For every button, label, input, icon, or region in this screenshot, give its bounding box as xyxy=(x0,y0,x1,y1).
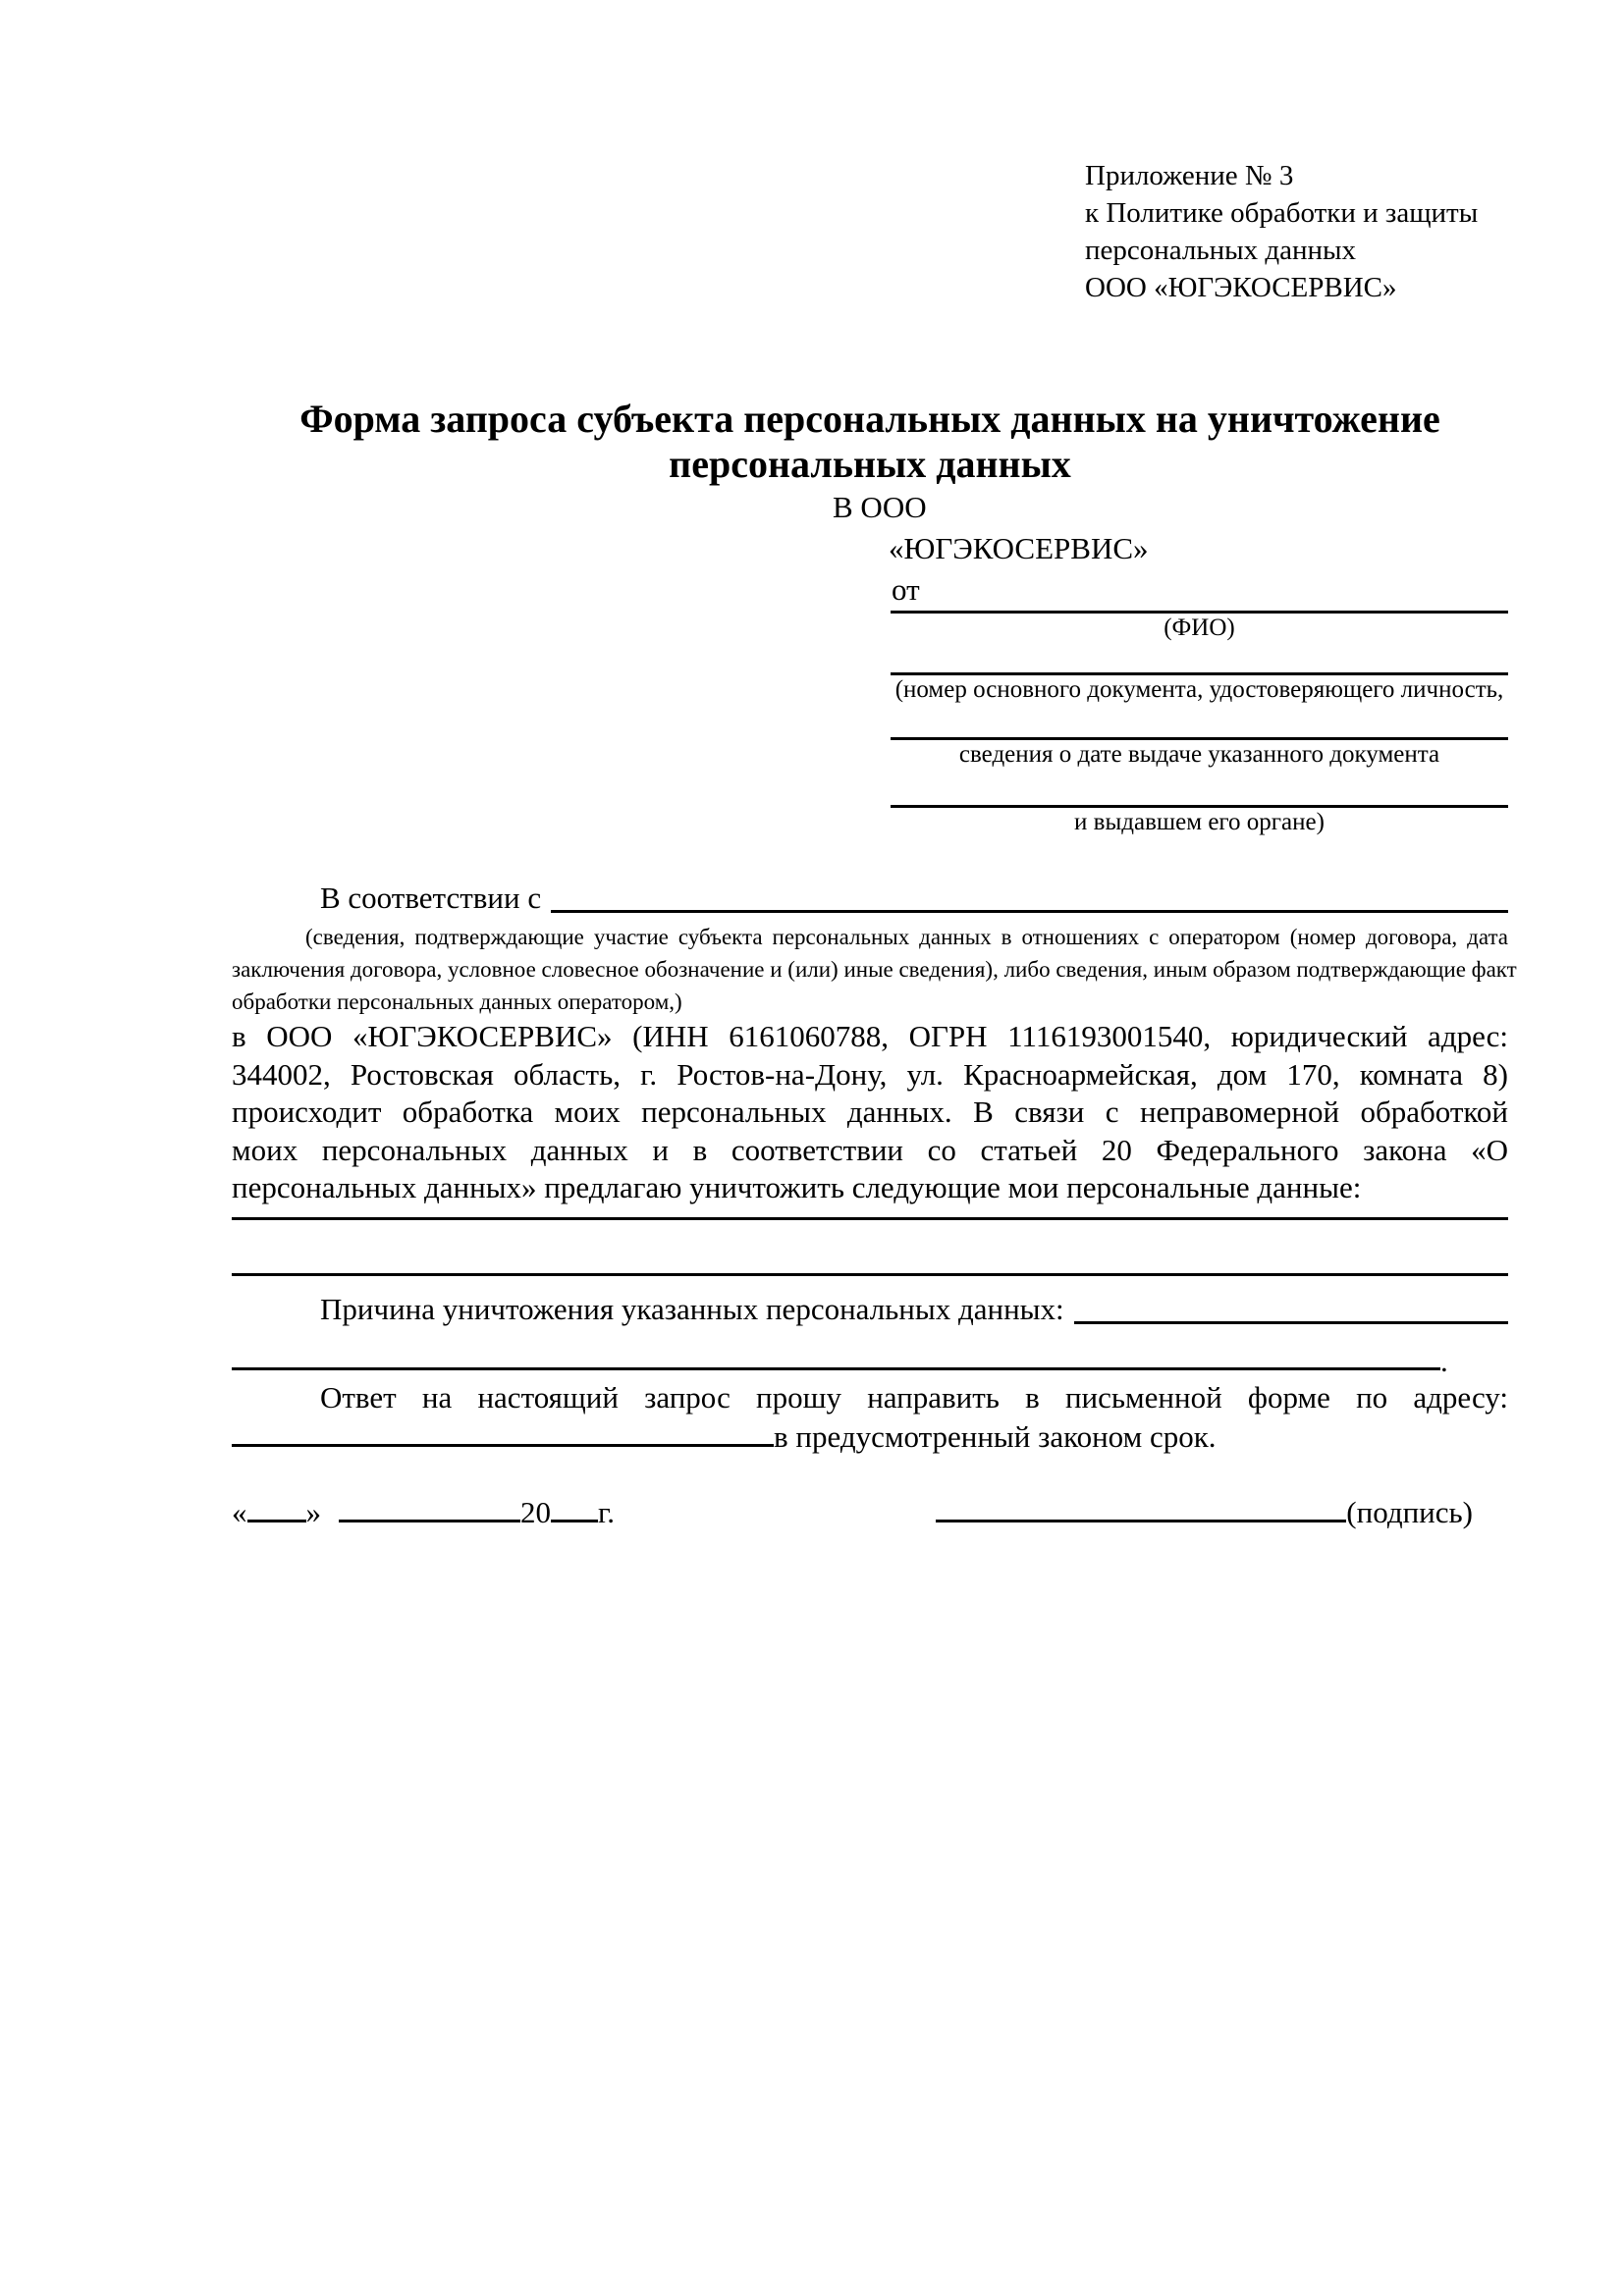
footnote xyxy=(232,921,1517,1018)
body-line: персональных данных» предлагаю уничтожить следующие мои персональные данные: xyxy=(232,1170,1362,1204)
footnote-line: обработки персональных данных оператором,) xyxy=(232,989,682,1014)
reply-address-row xyxy=(232,1417,1508,1457)
appendix-line: Приложение № 3 xyxy=(1085,160,1294,191)
date-part xyxy=(232,1492,615,1533)
document-issuer-caption: и выдавшем его органе) xyxy=(1074,809,1325,835)
sign-part xyxy=(936,1492,1473,1533)
reply-term-suffix: в предусмотренный законом срок. xyxy=(774,1418,1217,1454)
reason-row xyxy=(232,1290,1508,1329)
signature-row xyxy=(232,1492,1508,1533)
reason-underline-2-row xyxy=(232,1343,1508,1378)
field-fio xyxy=(891,611,1508,643)
date-quote-open: « xyxy=(232,1494,247,1529)
reply-address-underline xyxy=(232,1440,774,1447)
signature-underline xyxy=(936,1516,1346,1522)
body-line: 344002, Ростовская область, г. Ростов-на-Дону, ул. Красноармейская, дом 170, комната 8) xyxy=(232,1056,1508,1092)
addressee-org-name: «ЮГЭКОСЕРВИС» xyxy=(889,531,1149,565)
fio-caption: (ФИО) xyxy=(1164,614,1235,641)
appendix-header xyxy=(1085,157,1508,306)
reason-underline xyxy=(1074,1290,1508,1324)
field-document-issuer xyxy=(891,805,1508,837)
body-line: моих персональных данных и в соответствии со статьей 20 Федерального закона «О xyxy=(232,1132,1508,1167)
reason-label: Причина уничтожения указанных персональных данных: xyxy=(320,1291,1064,1326)
field-document-number xyxy=(891,672,1508,705)
footnote-line: (сведения, подтверждающие участие субъекта персональных данных в отношениях с оператором (номер договора, дата xyxy=(305,925,1508,949)
reason-period: . xyxy=(1440,1343,1448,1378)
body-line: происходит обработка моих персональных данных. В связи с неправомерной обработкой xyxy=(232,1095,1508,1129)
appendix-line: персональных данных xyxy=(1085,235,1357,266)
document-issue-date-caption: сведения о дате выдаче указанного документа xyxy=(958,741,1440,768)
date-month-underline xyxy=(339,1516,520,1522)
reason-underline-2 xyxy=(232,1367,1440,1370)
addressee-from-label: от xyxy=(892,572,920,607)
appendix-line: ООО «ЮГЭКОСЕРВИС» xyxy=(1085,272,1397,303)
reply-request-line: Ответ на настоящий запрос прошу направить в письменной форме по адресу: xyxy=(320,1379,1508,1415)
body-line: в ООО «ЮГЭКОСЕРВИС» (ИНН 6161060788, ОГРН 1116193001540, юридический адрес: xyxy=(232,1019,1508,1053)
accordance-underline xyxy=(551,879,1508,913)
addressee-org-intro: В ООО xyxy=(833,490,927,524)
document-number-caption: (номер основного документа, удостоверяющего личность, xyxy=(894,676,1504,703)
applicant-fields xyxy=(891,611,1508,837)
page-title xyxy=(232,397,1508,487)
date-year-suffix: г. xyxy=(598,1494,615,1529)
accordance-prefix: В соответствии с xyxy=(320,881,542,915)
date-year-underline xyxy=(551,1516,598,1522)
data-list-underline-1 xyxy=(232,1217,1508,1220)
signature-caption: (подпись) xyxy=(1346,1494,1473,1529)
page-title-line-2: персональных данных xyxy=(669,442,1071,486)
body-paragraph xyxy=(232,1018,1508,1207)
accordance-row xyxy=(232,879,1508,918)
date-year-prefix: 20 xyxy=(520,1494,551,1529)
page-title-line-1: Форма запроса субъекта персональных данных на уничтожение xyxy=(299,397,1440,441)
data-list-underline-2 xyxy=(232,1273,1508,1276)
date-day-underline xyxy=(247,1516,306,1522)
date-quote-close: » xyxy=(305,1494,321,1529)
field-document-issue-date xyxy=(891,737,1508,770)
appendix-line: к Политике обработки и защиты xyxy=(1085,197,1479,229)
footnote-line: заключения договора, условное словесное обозначение и (или) иные сведения), либо сведения, иным образом подтверждающие факт xyxy=(232,957,1517,982)
